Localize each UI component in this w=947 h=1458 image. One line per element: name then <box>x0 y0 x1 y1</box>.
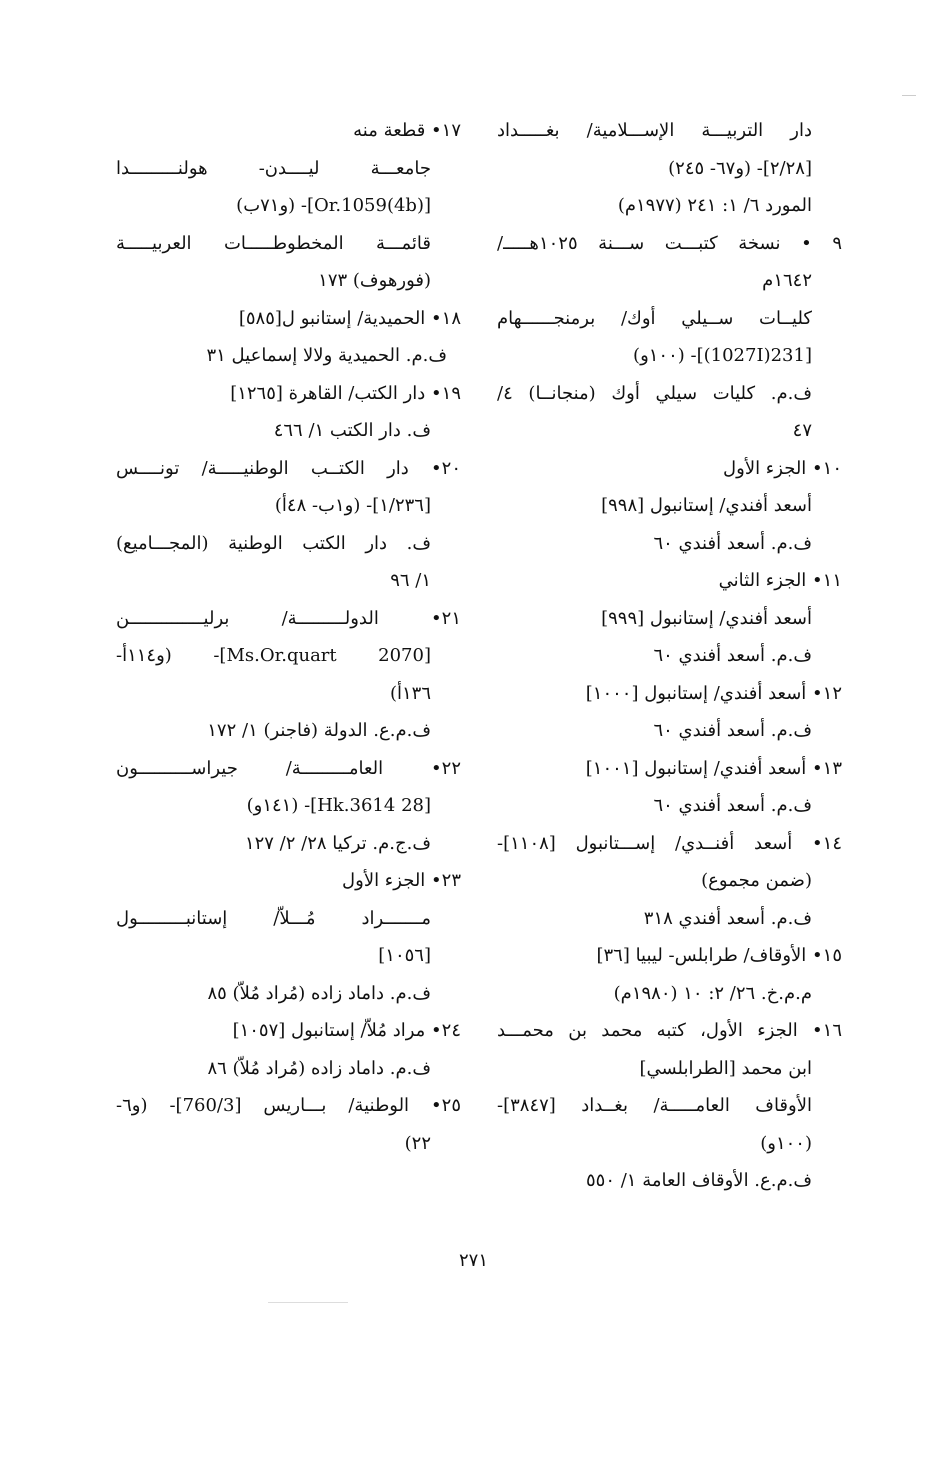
left-column-line: ١٩• دار الكتب/ القاهرة [١٢٦٥] <box>230 382 461 404</box>
left-column-line: جامعـــة ليــــدن- هولنـــــــــدا <box>116 157 431 179</box>
left-column-line: ف.م. داماد زاده (مُراد مُلاّ) ٨٦ <box>207 1057 431 1079</box>
right-column-line: ١٢• أسعد أفندي/ إستانبول [١٠٠٠] <box>585 682 842 704</box>
left-column-line: ٢٥• الوطنية/ بـــاريس [760/3]- (و٦- <box>116 1095 461 1116</box>
left-column-line: ١٧• قطعة منه <box>353 120 461 141</box>
left-column-line: ١٣٦أ) <box>389 682 431 704</box>
left-column-line: ٢٣• الجزء الأول <box>342 870 461 891</box>
right-column-line: ١٦• الجزء الأول، كتبه محمد بن محمـــد <box>497 1020 842 1041</box>
left-column-line: ٢٠• دار الكتــب الوطنيـــــة/ تونــــس <box>116 457 461 479</box>
left-column-line: ف.م.ع. الدولة (فاجنر) ١/ ١٧٢ <box>207 720 431 741</box>
right-column-line: م.م.خ. ٢٦/ ٢: ١٠ (١٩٨٠م) <box>613 982 812 1004</box>
right-column-line: ١٦٤٢م <box>762 270 812 291</box>
left-column-line: ١٨• الحميدية/ إستانبو ل[٥٨٥] <box>238 307 461 329</box>
left-column-line: ٢٤• مراد مُلاّ/ إستانبول [١٠٥٧] <box>232 1020 461 1041</box>
left-column-line: ف. دار الكتب الوطنية (المجـــاميع) <box>116 532 431 554</box>
left-column-line: مـــــــراد مُـــلاّ/ إستانبـــــــــول <box>116 907 431 929</box>
right-column-line: دار التربيـــة الإســـلامية/ بغـــــداد <box>497 120 812 141</box>
right-column-line: ف.م. أسعد أفندي ٦٠ <box>653 720 812 741</box>
left-column-line: ١/ ٩٦ <box>390 570 431 591</box>
left-column-line: [١/٢٣٦]- (و١ب- ٤٨أ) <box>274 495 431 516</box>
right-column-line: ف.م. أسعد أفندي ٦٠ <box>653 532 812 554</box>
left-column-line: ف. دار الكتب ١/ ٤٦٦ <box>273 420 431 441</box>
right-column-line: ف.م. أسعد أفندي ٦٠ <box>653 645 812 666</box>
scan-mark <box>902 95 916 96</box>
right-column-line: ١٠• الجزء الأول <box>723 457 842 479</box>
left-column-line: [28 Hk.3614]- (١٤١و) <box>246 795 431 816</box>
left-column-line: ٢٢• العامـــــــــة/ جيراســــــــــون <box>116 757 461 779</box>
page-number: ٢٧١ <box>458 1250 488 1271</box>
right-column-line: المورد ٦/ ١: ٢٤١ (١٩٧٧م) <box>617 195 812 216</box>
right-column-line: ١١• الجزء الثاني <box>718 570 842 591</box>
right-column-line: ف.م. أسعد أفندي ٦٠ <box>653 795 812 816</box>
right-column-line: ١٥• الأوقاف/ طرابلس- ليبيا [٣٦] <box>596 945 842 966</box>
right-column-line: كليــات ســيلي أوك/ برمنجــــــهام <box>497 307 812 329</box>
right-column-line: الأوقاف العامـــــة/ بغــداد [٣٨٤٧]- <box>497 1095 812 1116</box>
right-column-line: ٤٧ <box>792 420 812 441</box>
left-column-line: [١٠٥٦] <box>378 945 431 966</box>
right-column-line: ابن محمد [الطرابلسي] <box>639 1057 812 1079</box>
left-column-line: [Or.1059(4b)]- (و٧١ب) <box>236 195 431 216</box>
left-column-line: ٢١• الدولـــــــــة/ برليــــــــــــــن <box>116 607 461 629</box>
right-column-line: ١٣• أسعد أفندي/ إستانبول [١٠٠١] <box>585 757 842 779</box>
right-column-line: ٩ • نسخة كتبـــت ســـنة ١٠٢٥هـــــ/ <box>497 232 842 254</box>
left-column <box>116 112 461 1162</box>
left-column-line: ف.ج.م. تركيا ٢٨/ ٢/ ١٢٧ <box>244 832 431 854</box>
footer-rule <box>268 1302 348 1303</box>
left-column-line: قائمـــة المخطوطـــــات العربيـــــة <box>116 232 431 254</box>
left-column-line: ٢٢) <box>404 1132 431 1154</box>
right-column-line: ف.م. أسعد أفندي ٣١٨ <box>643 907 812 929</box>
right-column-line: ١٤• أسعد أفنــدي/ إســـتانبول [١١٠٨]- <box>497 832 842 854</box>
right-column-line: أسعد أفندي/ إستانبول [٩٩٩] <box>601 607 812 629</box>
left-column-line: ف.م. داماد زاده (مُراد مُلاّ) ٨٥ <box>207 982 431 1004</box>
right-column-line: ف.م. كليات سيلي أوك (منجانــا) ٤/ <box>497 382 812 404</box>
right-column-line: [231(1027I)]- (١٠٠و) <box>633 345 812 366</box>
left-column-line: [Ms.Or.quart 2070]- (و١١٤أ- <box>116 645 431 666</box>
right-column-line: (١٠٠و) <box>760 1132 812 1154</box>
right-column <box>497 112 842 1200</box>
left-column-line: ف.م. الحميدية ولالا إسماعيل ٣١ <box>206 345 447 366</box>
right-column-line: [٢/٢٨]- (و٦٧- ٢٤٥) <box>668 157 812 179</box>
right-column-line: أسعد أفندي/ إستانبول [٩٩٨] <box>601 495 812 516</box>
right-column-line: (ضمن مجموع) <box>701 870 812 891</box>
right-column-line: ف.م.ع. الأوقاف العامة ١/ ٥٥٠ <box>585 1170 812 1191</box>
left-column-line: (فورهوف) ١٧٣ <box>318 270 431 291</box>
